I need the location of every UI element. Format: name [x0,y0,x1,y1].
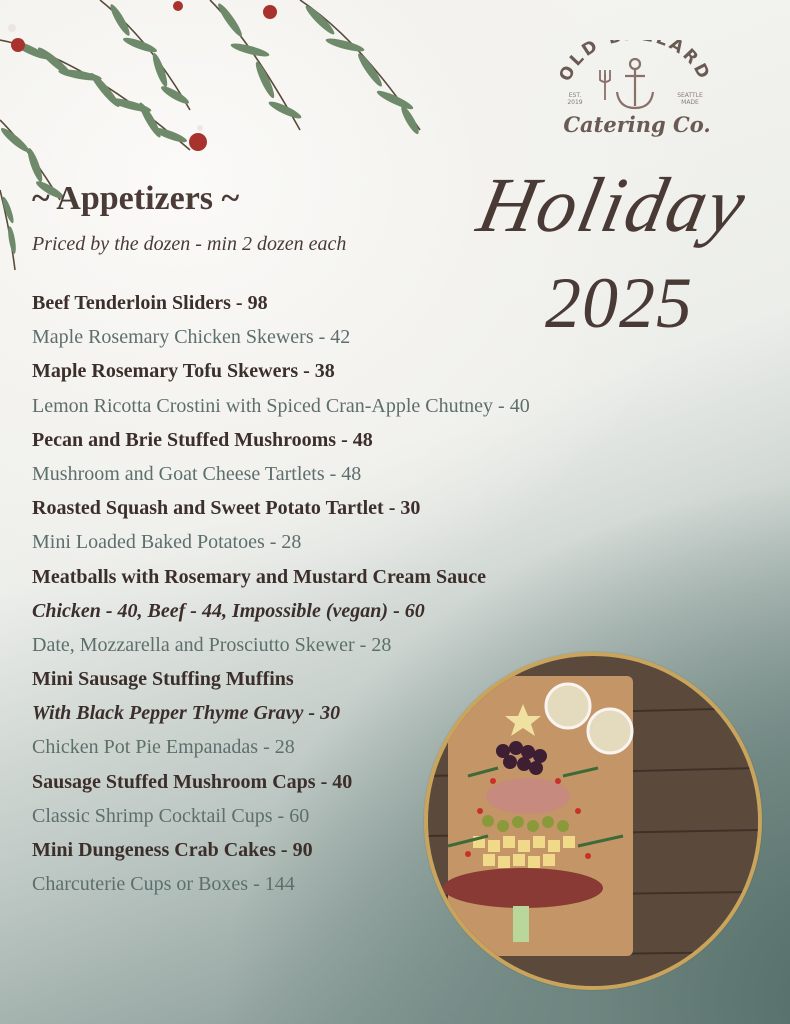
menu-item: Mini Loaded Baked Potatoes - 28 [32,531,302,554]
logo-est-year: 2019 [567,99,583,106]
logo-arc-text: OLD ARD [555,40,715,85]
menu-item: Maple Rosemary Chicken Skewers - 42 [32,326,351,349]
menu-item: Chicken Pot Pie Empanadas - 28 [32,736,295,759]
anchor-icon [617,59,653,108]
menu-item: Lemon Ricotta Crostini with Spiced Cran-Apple Chutney - 40 [32,394,530,417]
menu-item: Meatballs with Rosemary and Mustard Cream Sauce [32,565,487,588]
logo-est-label: EST. [568,92,582,99]
menu-item: Chicken - 40, Beef - 44, Impossible (vegan) - 60 [32,599,425,622]
logo-catering-text: Catering Co. [563,112,711,137]
logo-made-label: MADE [681,99,699,106]
holiday-year: 2025 [545,263,693,343]
charcuterie-tree-photo [424,652,762,990]
holiday-word: Holiday [470,161,755,248]
menu-item: Beef Tenderloin Sliders - 98 [32,292,268,314]
charcuterie-tree-image [428,656,758,986]
menu-item: Mini Dungeness Crab Cakes - 90 [32,839,313,861]
menu-item: Charcuterie Cups or Boxes - 144 [32,873,295,896]
menu-item: Mini Sausage Stuffing Muffins [32,668,294,691]
menu-item: Pecan and Brie Stuffed Mushrooms - 48 [32,428,373,451]
section-subheading: Priced by the dozen - min 2 dozen each [32,233,347,255]
logo-seattle-made [673,92,707,106]
menu-item: Classic Shrimp Cocktail Cups - 60 [32,804,310,827]
menu-item: With Black Pepper Thyme Gravy - 30 [32,702,341,725]
menu-item: Sausage Stuffed Mushroom Caps - 40 [32,770,353,793]
menu-item: Roasted Squash and Sweet Potato Tartlet - 30 [32,497,421,520]
fork-icon [600,70,610,100]
menu-item: Mushroom and Goat Cheese Tartlets - 48 [32,462,362,485]
logo-seattle-label: SEATTLE [677,92,703,99]
old-ballard-logo [555,40,715,150]
menu-item: Maple Rosemary Tofu Skewers - 38 [32,360,335,383]
section-heading: ~ Appetizers ~ [32,180,240,217]
logo-established [563,92,587,106]
menu-item: Date, Mozzarella and Prosciutto Skewer - 28 [32,633,392,656]
